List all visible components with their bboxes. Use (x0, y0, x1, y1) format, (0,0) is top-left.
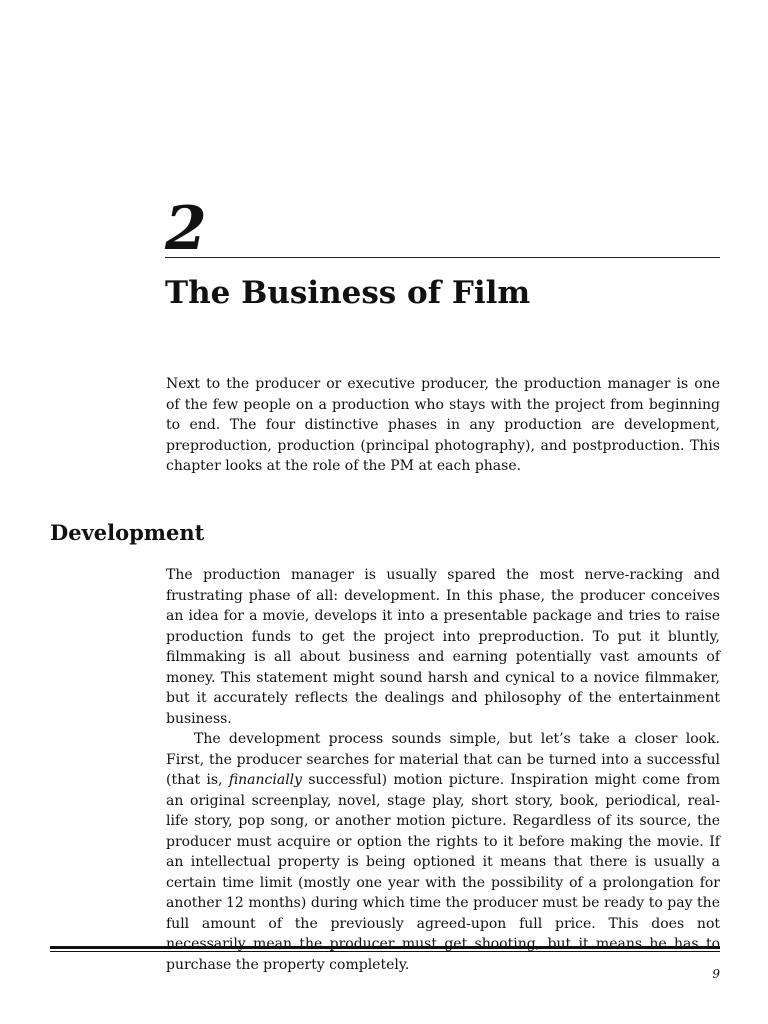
chapter-number: 2 (165, 194, 207, 264)
paragraph-2-emphasis: financially (228, 772, 303, 788)
paragraph-2-text-start: The development process sounds simple, but let’s take a closer look. First, the producer searches for material that can be turned into a successful (that is, (166, 731, 720, 788)
intro-paragraph: Next to the producer or executive producer, the production manager is one of the few people on a production who stays with the project from beginning to end. The four distinctive phases in any production are development, preproduction, production (principal photography), and postproduction. This chapter looks at the role of the PM at each phase. (166, 376, 720, 474)
footer-rule-thick (50, 946, 720, 949)
body-paragraph-2 (166, 729, 720, 975)
page-number: 9 (712, 967, 720, 981)
body-text (166, 565, 720, 975)
footer-rule-thin (50, 951, 720, 952)
chapter-title: The Business of Film (165, 275, 531, 311)
section-heading: Development (50, 520, 205, 545)
chapter-rule (165, 257, 720, 258)
paragraph-2-text-end: successful) motion picture. Inspiration might come from an original screenplay, novel, stage play, short story, book, periodical, real-life story, pop song, or another motion picture. Regardless of its source, the producer must acquire or option the rights to it before making the movie. If an intellectual property is being optioned it means that there is usually a certain time limit (mostly one year with the possibility of a prolongation for another 12 months) during which time the producer must be ready to pay the full amount of the previously agreed-upon full price. This does not necessarily mean the producer must get shooting, but it means he has to purchase the property completely. (166, 772, 720, 973)
body-paragraph-1: The production manager is usually spared the most nerve-racking and frustrating phase of all: development. In this phase, the producer conceives an idea for a movie, develops it into a presentable package and tries to raise production funds to get the project into preproduction. To put it bluntly, filmmaking is all about business and earning potentially vast amounts of money. This statement might sound harsh and cynical to a novice filmmaker, but it accurately reflects the dealings and philosophy of the entertainment business. (166, 567, 720, 727)
